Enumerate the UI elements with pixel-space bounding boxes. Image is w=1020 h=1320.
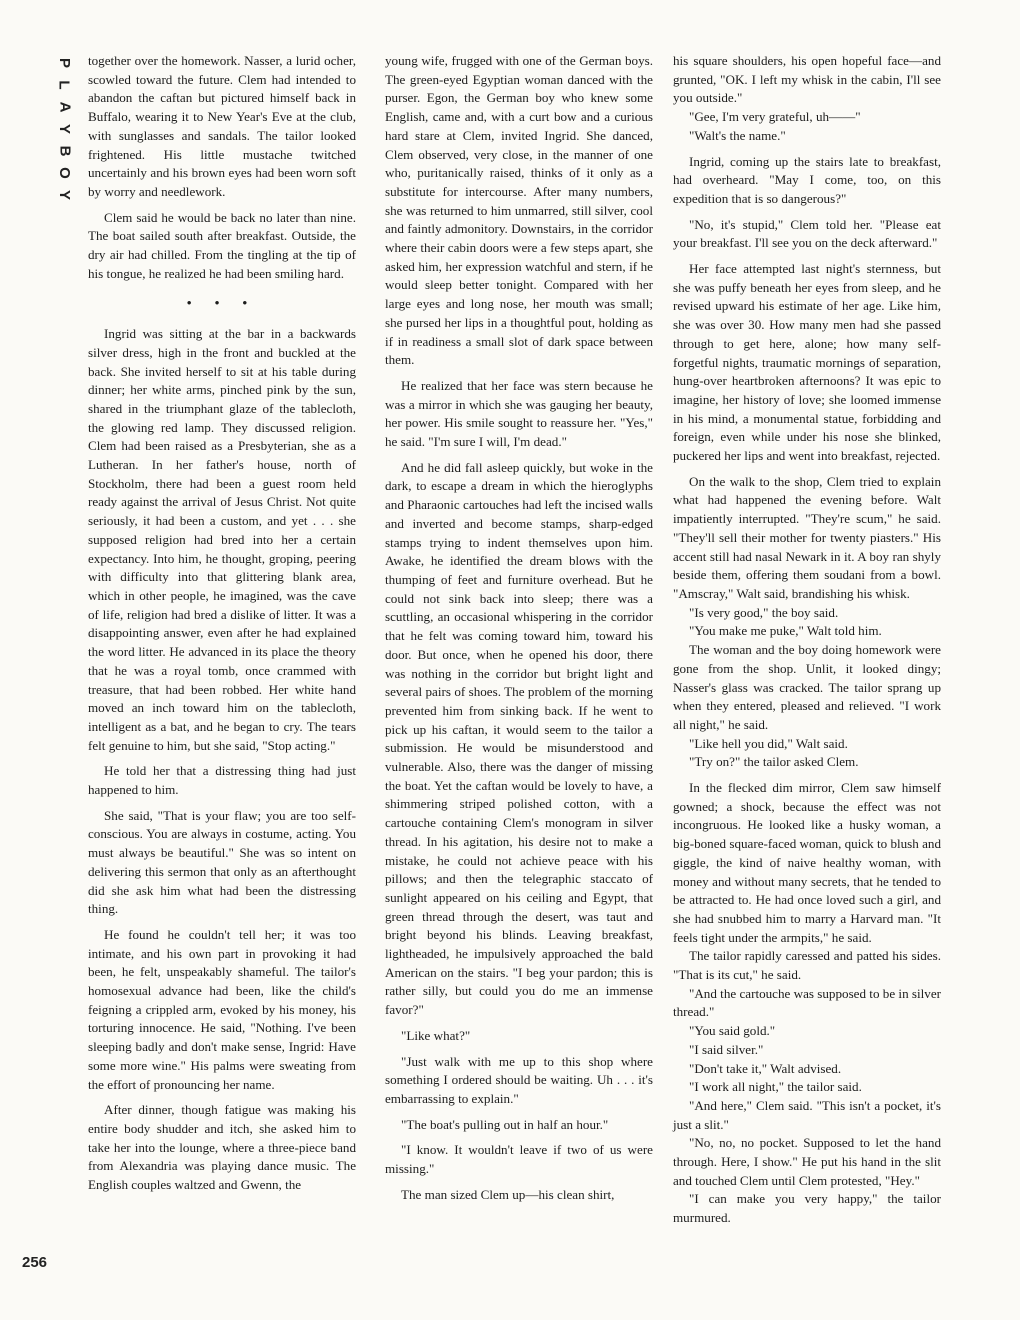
paragraph: Clem said he would be back no later than nine. The boat sailed south after breakfast. Outside, the dry air had chilled. From the tingling at the tip of his tongue, he realized he had been smiling hard. [88, 209, 356, 281]
paragraph: "And the cartouche was supposed to be in silver thread." [673, 985, 941, 1020]
paragraph: "Walt's the name." [689, 127, 786, 143]
text-column-3 [673, 52, 941, 1228]
paragraph: young wife, frugged with one of the German boys. The green-eyed Egyptian woman danced with the purser. Egon, the German boy who knew some English, came and, with a curt bow and a curious hard stare at Clem, invited Ingrid. She danced, Clem observed, very close, in the manner of one who, puritanically raised, thinks of it only as a substitute for intercourse. After many numbers, she was returned to him unmarred, still silver, cool and faintly admonitory. Downstairs, in the corridor where their cabin doors were a few steps apart, she asked him, her expression watchful and stern, if he would sleep better tonight. Compared with her large eyes and long nose, her mouth was small; she pursed her lips in a thoughtful pout, holding as if in readiness a small slot of dark space between them. [385, 53, 653, 368]
paragraph: "I said silver." [689, 1041, 764, 1057]
paragraph: Ingrid was sitting at the bar in a backwards silver dress, high in the front and buckled at the back. She invited herself to sit at his table during dinner; her white arms, pinched pink by the sun, shared in the triumphant glaze of the tablecloth, the glowing red lamp. They discussed religion. Clem had been raised as a Presbyterian, she as a Lutheran. In her father's house, north of Stockholm, there had been a guest room held ready against the arrival of Jesus Christ. Not quite seriously, it had been a custom, and yet . . . she supposed religion had bred into her a certain expectancy. Into him, he thought, groping, peering with difficulty into that glittering blank area, which in other people, he imagined, was the cave of life, religion had bred a dislike of litter. It was a disappointing answer, even after he had explained the word litter. He advanced in its place the theory that he was a royal tomb, once crammed with treasure, that had been robbed. Her white hand moved an inch toward him on the tablecloth, intelligent as a bat, and he began to cry. The tears felt genuine to him, but she said, "Stop acting." [88, 326, 356, 753]
paragraph: The woman and the boy doing homework were gone from the shop. Unlit, it looked dingy; Nasser's glass was cracked. The tailor sprang up when they entered, pleased and relieved. "I work all night," he said. [673, 642, 941, 732]
masthead-letter: O [55, 167, 73, 179]
masthead-letter: L [55, 80, 73, 90]
paragraph: "Like what?" [401, 1027, 471, 1043]
paragraph: He realized that her face was stern because he was a mirror in which she was gauging her beauty, her power. His smile sought to reassure her. "Yes," he said. "I'm sure I will, I'm dead." [385, 377, 653, 450]
section-break: • • • [186, 295, 258, 311]
paragraph: together over the homework. Nasser, a lurid ocher, scowled toward the future. Clem had intended to abandon the caftan but pictured himself back in Buffalo, wearing it to New Year's Eve at the club, with sunglasses and sandals. The tailor looked frightened. His little mustache twitched uncertainly and his brown eyes had been worn soft by worry and needlework. [88, 53, 356, 199]
text-column-1 [88, 52, 356, 1195]
paragraph: his square shoulders, his open hopeful face—and grunted, "OK. I left my whisk in the cabin, I'll see you outside." [673, 53, 941, 106]
paragraph: "Try on?" the tailor asked Clem. [689, 754, 859, 770]
paragraph: "Just walk with me up to this shop where something I ordered should be waiting. Uh . . . it's embarrassing to explain." [385, 1053, 653, 1106]
paragraph: "You make me puke," Walt told him. [689, 623, 882, 639]
paragraph: "Like hell you did," Walt said. [689, 735, 848, 751]
paragraph: "No, no, no pocket. Supposed to let the hand through. Here, I show." He put his hand in the slit and touched Clem until Clem protested, "Hey." [673, 1135, 941, 1188]
paragraph: "I work all night," the tailor said. [689, 1079, 862, 1095]
masthead-letter: Y [55, 123, 73, 135]
paragraph: After dinner, though fatigue was making his entire body shudder and itch, she asked him to take her into the lounge, where a three-piece band from Alexandria was playing dance music. The English couples waltzed and Gwenn, the [88, 1102, 356, 1193]
paragraph: Ingrid, coming up the stairs late to breakfast, had overheard. "May I come, too, on this expedition that is so dangerous?" [673, 153, 941, 206]
page-number: 256 [22, 1254, 48, 1271]
paragraph: And he did fall asleep quickly, but woke in the dark, to escape a dream in which the hieroglyphs and Pharaonic cartouches had left the incised walls and inverted and become stamps, sharp-edged stamps trying to indent themselves upon him. Awake, he identified the dream blows with the thumping of feet and furniture overhead. But he could not sink back into sleep; there was a scuttling, an occasional whispering in the corridor that he felt was coming toward him, toward his door. But once, when he opened his door, there was nothing in the corridor but bright light and several pairs of shoes. The problem of the morning prevented him from sinking back. If he went to pick up his caftan, it would seem to the tailor a submission. He would be misunderstood and vulnerable. Also, there was the danger of missing the boat. Yet the caftan would be lovely to have, a shimmering striped polished cotton, with a cartouche containing Clem's monogram in silver thread. In his agitation, his desire not to make a mistake, he could not achieve peace with his pillows; and then the telegraphic staccato of sunlight appeared on his ceiling and Egypt, that green thread through the desert, was taut and bright beyond his blinds. Leaving breakfast, lightheaded, he impulsively approached the bald American on the stairs. "I beg your pardon; this is rather silly, but could you do me an immense favor?" [385, 459, 653, 1018]
paragraph: On the walk to the shop, Clem tried to explain what had happened the evening before. Walt impatiently interrupted. "They're scum," he said. "They'll sell their mother for twenty piasters." His accent still had nasal Newark in it. A boy ran shyly beside them, offering them soudani from a bowl. "Amscray," Walt said, brandishing his whisk. [673, 473, 941, 601]
paragraph: "You said gold." [689, 1023, 776, 1039]
paragraph: The man sized Clem up—his clean shirt, [401, 1186, 615, 1202]
paragraph: "Is very good," the boy said. [689, 604, 839, 620]
paragraph: "I know. It wouldn't leave if two of us were missing." [385, 1142, 653, 1177]
masthead-letter: P [55, 57, 73, 69]
masthead-letter: B [56, 145, 73, 157]
paragraph: He told her that a distressing thing had just happened to him. [88, 763, 356, 798]
paragraph: Her face attempted last night's sternness, but she was puffy beneath her eyes from sleep, and he revised upward his estimate of her age. Like him, she was over 30. How many men had she passed through to get here, alone; how many self-forgetful nights, traumatic mornings of separation, hung-over heartbroken afternoons? It was epic to imagine, her history of love; she loomed immense in his mind, a monumental statue, forbidding and foreign, even while under his nose she blinked, puckered her lips and went into breakfast, rejected. [673, 261, 941, 464]
masthead-letter: Y [55, 189, 73, 201]
paragraph: In the flecked dim mirror, Clem saw himself gowned; a shock, because the effect was not incongruous. He looked like a husky woman, a big-boned square-faced woman, quick to blush and giggle, the kind of naive healthy woman, with money and without many secrets, that he tended to be attracted to. He had once loved such a girl, and she had snubbed him to marry a Harvard man. "It feels tight under the armpits," he said. [673, 780, 941, 945]
paragraph: She said, "That is your flaw; you are too self-conscious. You are always in costume, acting. You must always be beautiful." She was so intent on delivering this sermon that only as an afterthought did she ask him what had been the distressing thing. [88, 807, 356, 917]
magazine-masthead [50, 52, 78, 206]
paragraph: "And here," Clem said. "This isn't a pocket, it's just a slit." [673, 1097, 941, 1132]
text-column-2 [385, 52, 653, 1204]
paragraph: "Don't take it," Walt advised. [689, 1060, 842, 1076]
masthead-letter: A [56, 101, 73, 113]
paragraph: "No, it's stupid," Clem told her. "Please eat your breakfast. I'll see you on the deck afterward." [673, 216, 941, 251]
paragraph: The tailor rapidly caressed and patted his sides. "That is its cut," he said. [673, 948, 941, 983]
paragraph: "I can make you very happy," the tailor murmured. [673, 1191, 941, 1226]
paragraph: He found he couldn't tell her; it was too intimate, and his own part in provoking it had been, he felt, unspeakably shameful. The tailor's homosexual advance had been, like the child's feigning a crippled arm, evoked by his money, his torturing innocence. He said, "Nothing. I've been sleeping badly and don't make sense, Ingrid: Have some more wine." His palms were sweating from the effort of pronouncing her name. [88, 926, 356, 1092]
paragraph: "The boat's pulling out in half an hour." [401, 1116, 609, 1132]
paragraph: "Gee, I'm very grateful, uh——" [689, 109, 861, 125]
